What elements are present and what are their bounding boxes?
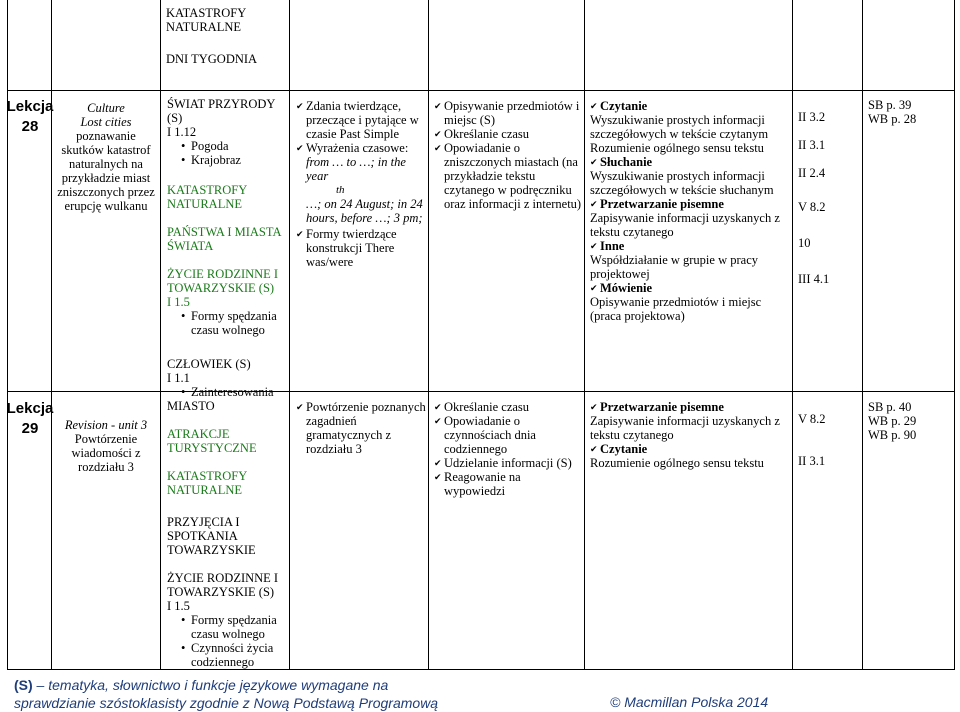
requirement-code: III 4.1 bbox=[798, 272, 830, 286]
vocab-a-code: I 1.12 bbox=[167, 125, 197, 139]
time-expressions-head: Wyrażenia czasowe: bbox=[306, 141, 409, 155]
grid-line bbox=[7, 391, 955, 392]
vocab-d-title: PRZYJĘCIA I SPOTKANIA TOWARZYSKIE bbox=[167, 515, 256, 557]
check-icon: ✔ bbox=[590, 402, 598, 412]
grid-line bbox=[160, 0, 161, 670]
book-reference: SB p. 40 bbox=[868, 400, 912, 414]
check-icon: ✔ bbox=[590, 444, 598, 454]
lesson-28-vocabulary bbox=[167, 97, 287, 399]
topic-line-2: Lost cities bbox=[80, 115, 132, 129]
vocab-c-title: KATASTROFY NATURALNE bbox=[167, 469, 247, 497]
top-continuation bbox=[166, 6, 286, 66]
functions-list bbox=[434, 400, 582, 498]
vocab-e-list bbox=[181, 613, 287, 669]
lesson-28-label bbox=[5, 98, 55, 135]
topic-line-1: Revision - unit 3 bbox=[64, 418, 148, 432]
skill-block bbox=[590, 239, 790, 281]
grid-line bbox=[584, 0, 585, 670]
skill-block bbox=[590, 99, 790, 155]
requirement-code: II 2.4 bbox=[798, 166, 826, 180]
requirement-code: II 3.1 bbox=[798, 454, 826, 468]
time-expressions-body: from … to …; in the year bbox=[306, 155, 406, 183]
lesson-number: 28 bbox=[21, 118, 39, 135]
footer-line-2: sprawdzianie szóstoklasisty zgodnie z Nową Podstawą Programową bbox=[14, 695, 439, 711]
vocab-e-code: I 1.5 bbox=[167, 599, 190, 613]
vocab-e-code: I 1.1 bbox=[167, 371, 190, 385]
topic-description: poznawanie skutków katastrof naturalnych na przykładzie miast zniszczonych przez erupcję wulkanu bbox=[57, 129, 155, 213]
vocab-e-title: CZŁOWIEK (S) bbox=[167, 357, 251, 371]
lesson-29-vocabulary bbox=[167, 399, 287, 669]
grid-line bbox=[428, 0, 429, 670]
footer-line-1-text: – tematyka, słownictwo i funkcje językowe wymagane na bbox=[32, 677, 389, 693]
vocab-b-title: ATRAKCJE TURYSTYCZNE bbox=[167, 427, 257, 455]
lesson-29-functions bbox=[434, 400, 582, 498]
skill-block bbox=[590, 281, 790, 323]
skill-heading: ✔ Inne bbox=[590, 239, 625, 253]
time-expressions-tail: …; on 24 August; in 24 hours, before …; 3 pm; bbox=[306, 197, 423, 225]
lesson-number: 29 bbox=[21, 420, 39, 437]
skill-block bbox=[590, 442, 790, 470]
check-icon: ✔ bbox=[590, 157, 598, 167]
book-reference: WB p. 29 bbox=[868, 414, 917, 428]
copyright: © Macmillan Polska 2014 bbox=[610, 694, 769, 710]
lesson-label: Lekcja bbox=[6, 98, 54, 115]
footer-line-1 bbox=[14, 676, 954, 694]
skill-block bbox=[590, 155, 790, 197]
list-item: ✔ Opowiadanie o zniszczonych miastach (na przykładzie tekstu czytanego w podręczniku oraz informacji z internetu) bbox=[434, 141, 582, 211]
list-item: ✔ Określanie czasu bbox=[434, 400, 582, 414]
vocab-a-title: ŚWIAT PRZYRODY (S) bbox=[167, 97, 275, 125]
s-mark: (S) bbox=[14, 677, 33, 693]
skill-heading: ✔ Czytanie bbox=[590, 442, 648, 456]
lesson-29-skills bbox=[590, 400, 790, 470]
list-item bbox=[296, 141, 426, 225]
skill-description: Opisywanie przedmiotów i miejsc (praca projektowa) bbox=[590, 295, 762, 323]
lesson-28-skills bbox=[590, 99, 790, 323]
list-item: • Pogoda bbox=[181, 139, 287, 153]
list-item: • Czynności życia codziennego bbox=[181, 641, 287, 669]
list-item: ✔ Określanie czasu bbox=[434, 127, 582, 141]
check-icon: ✔ bbox=[590, 241, 598, 251]
lesson-label: Lekcja bbox=[6, 400, 54, 417]
skill-heading: ✔ Czytanie bbox=[590, 99, 648, 113]
skill-block bbox=[590, 197, 790, 239]
requirement-code: 10 bbox=[798, 236, 811, 250]
list-item: • Zainteresowania bbox=[181, 385, 287, 399]
lesson-29-label bbox=[5, 400, 55, 437]
grid-line bbox=[7, 669, 955, 670]
ordinal-suffix: th bbox=[336, 184, 345, 196]
vocab-e-title: ŻYCIE RODZINNE I TOWARZYSKIE (S) bbox=[167, 571, 279, 599]
grammar-list bbox=[296, 99, 426, 269]
grid-line bbox=[954, 0, 955, 670]
skill-heading: ✔ Przetwarzanie pisemne bbox=[590, 197, 724, 211]
list-item: ✔ Reagowanie na wypowiedzi bbox=[434, 470, 582, 498]
vocab-c-title: PAŃSTWA I MIASTA ŚWIATA bbox=[167, 225, 281, 253]
vocab-b-title: KATASTROFY NATURALNE bbox=[167, 183, 247, 211]
list-item: • Krajobraz bbox=[181, 153, 287, 167]
list-item: ✔ Zdania twierdzące, przeczące i pytające w czasie Past Simple bbox=[296, 99, 426, 141]
grid-line bbox=[7, 90, 955, 91]
requirement-code: II 3.2 bbox=[798, 110, 826, 124]
skill-description: Zapisywanie informacji uzyskanych z tekstu czytanego bbox=[590, 414, 780, 442]
list-item: ✔ Powtórzenie poznanych zagadnień gramatycznych z rozdziału 3 bbox=[296, 400, 426, 456]
lesson-29-references bbox=[868, 400, 952, 442]
book-reference: SB p. 39 bbox=[868, 98, 912, 112]
skill-description: Współdziałanie w grupie w pracy projektowej bbox=[590, 253, 758, 281]
lesson-28-functions bbox=[434, 99, 582, 211]
skill-description: Wyszukiwanie prostych informacji szczegółowych w tekście czytanym Rozumienie ogólnego sensu tekstu bbox=[590, 113, 769, 155]
requirement-code: V 8.2 bbox=[798, 200, 826, 214]
functions-list bbox=[434, 99, 582, 211]
list-item: • Formy spędzania czasu wolnego bbox=[181, 309, 287, 337]
list-item: • Formy spędzania czasu wolnego bbox=[181, 613, 287, 641]
vocab-e-list bbox=[181, 385, 287, 399]
topic-line-1: Culture bbox=[87, 101, 125, 115]
skill-description: Wyszukiwanie prostych informacji szczegółowych w tekście słuchanym bbox=[590, 169, 774, 197]
top-vocab-line2: DNI TYGODNIA bbox=[166, 52, 258, 66]
requirement-code: V 8.2 bbox=[798, 412, 826, 426]
vocab-d-code: I 1.5 bbox=[167, 295, 190, 309]
check-icon: ✔ bbox=[590, 283, 598, 293]
list-item: ✔ Udzielanie informacji (S) bbox=[434, 456, 582, 470]
lesson-28-codes bbox=[798, 110, 858, 286]
list-item: ✔ Formy twierdzące konstrukcji There was/were bbox=[296, 227, 426, 269]
check-icon: ✔ bbox=[590, 199, 598, 209]
skill-description: Zapisywanie informacji uzyskanych z tekstu czytanego bbox=[590, 211, 780, 239]
lesson-28-references bbox=[868, 98, 952, 126]
lesson-29-topic bbox=[54, 418, 158, 474]
requirement-code: II 3.1 bbox=[798, 138, 826, 152]
skill-heading: ✔ Mówienie bbox=[590, 281, 653, 295]
lesson-29-grammar bbox=[296, 400, 426, 456]
lesson-28-grammar bbox=[296, 99, 426, 269]
topic-description: Powtórzenie wiadomości z rozdziału 3 bbox=[71, 432, 141, 474]
lesson-29-codes bbox=[798, 412, 858, 468]
vocab-a-title: MIASTO bbox=[167, 399, 215, 413]
skill-block bbox=[590, 400, 790, 442]
vocab-d-list bbox=[181, 309, 287, 337]
grid-line bbox=[862, 0, 863, 670]
check-icon: ✔ bbox=[590, 101, 598, 111]
book-reference: WB p. 28 bbox=[868, 112, 917, 126]
top-vocab-line1: KATASTROFY NATURALNE bbox=[166, 6, 246, 34]
skill-heading: ✔ Słuchanie bbox=[590, 155, 653, 169]
skill-description: Rozumienie ogólnego sensu tekstu bbox=[590, 456, 764, 470]
grid-line bbox=[289, 0, 290, 670]
skill-heading: ✔ Przetwarzanie pisemne bbox=[590, 400, 724, 414]
lesson-28-topic bbox=[54, 101, 158, 213]
vocab-a-list bbox=[181, 139, 287, 167]
footer-note bbox=[14, 676, 954, 712]
vocab-d-title: ŻYCIE RODZINNE I TOWARZYSKIE (S) bbox=[167, 267, 279, 295]
grid-line bbox=[792, 0, 793, 670]
list-item: ✔ Opisywanie przedmiotów i miejsc (S) bbox=[434, 99, 582, 127]
book-reference: WB p. 90 bbox=[868, 428, 917, 442]
grammar-list bbox=[296, 400, 426, 456]
list-item: ✔ Opowiadanie o czynnościach dnia codziennego bbox=[434, 414, 582, 456]
